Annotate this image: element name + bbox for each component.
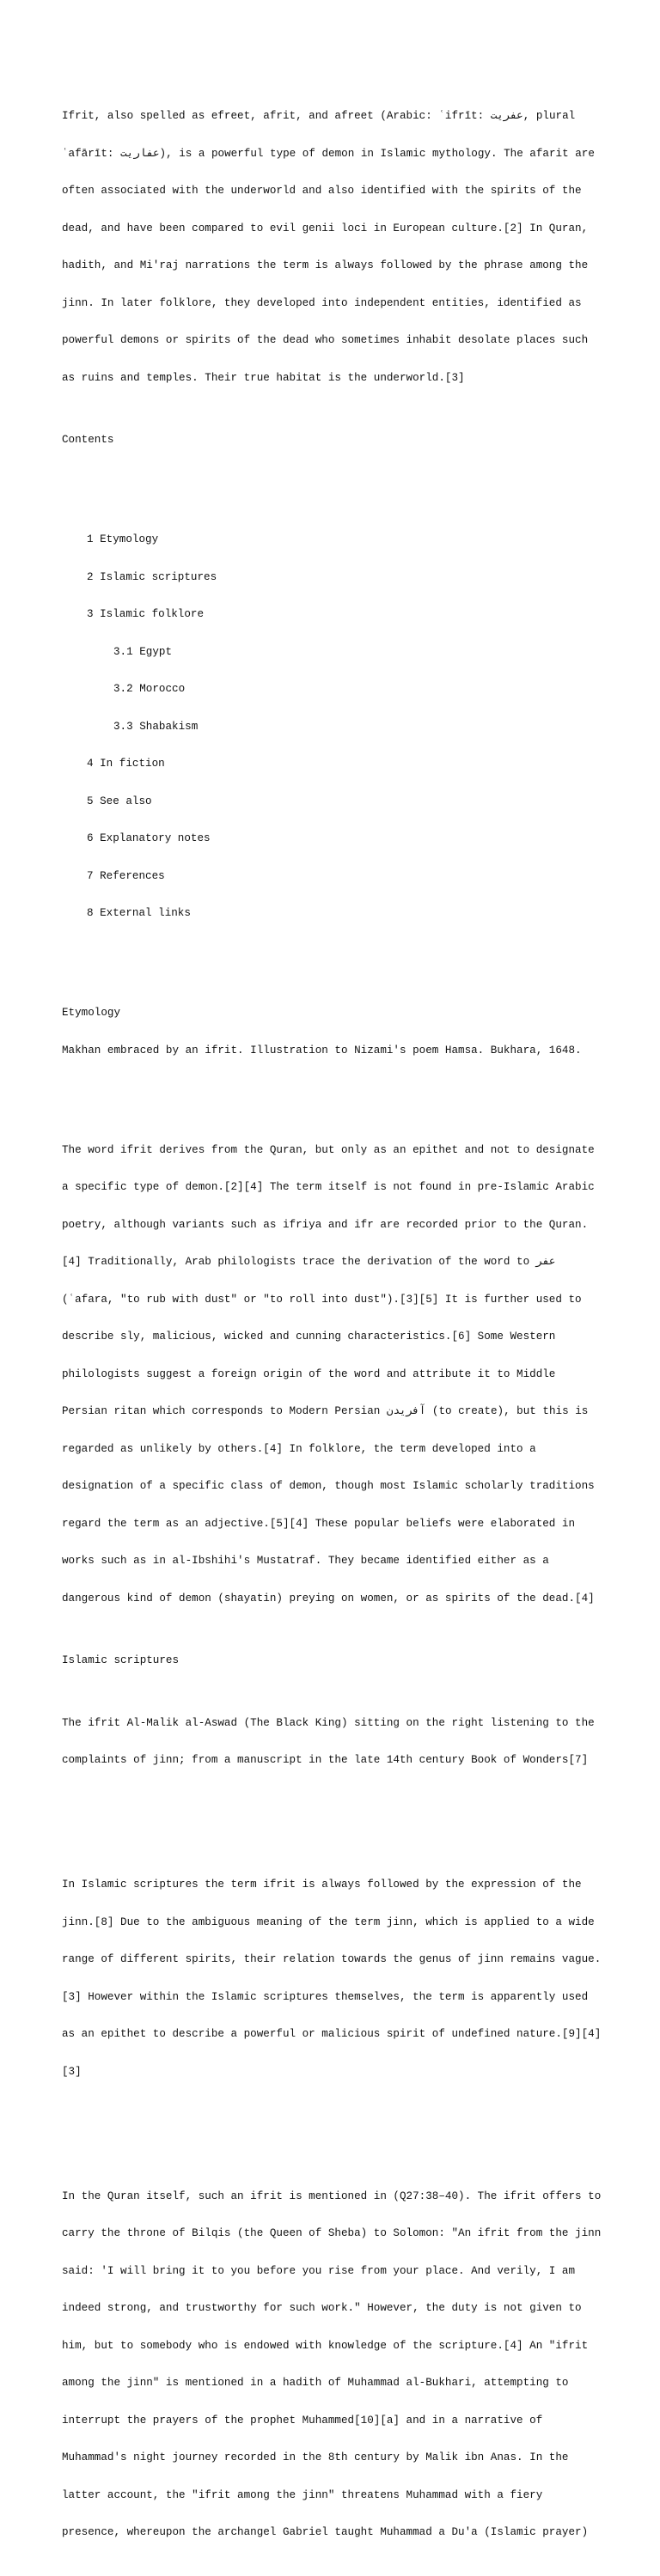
toc-subitem[interactable]: 3.3 Shabakism bbox=[113, 720, 199, 733]
scriptures-paragraph-2 bbox=[62, 2165, 612, 2564]
text-line: complaints of jinn; from a manuscript in the late 14th century Book of Wonders[7] bbox=[62, 1754, 589, 1766]
document-page bbox=[62, 60, 612, 2576]
toc-item[interactable]: 7 References bbox=[87, 869, 165, 882]
text-line: dangerous kind of demon (shayatin) preying on women, or as spirits of the dead.[4] bbox=[62, 1592, 595, 1605]
toc-item[interactable]: 5 See also bbox=[87, 795, 152, 807]
text-line: Persian ritan which corresponds to Modern Persian آفریدن (to create), but this is bbox=[62, 1405, 589, 1417]
text-line: latter account, the "ifrit among the jinn" threatens Muhammad with a fiery bbox=[62, 2488, 543, 2501]
text-line: poetry, although variants such as ifriya and ifr are recorded prior to the Quran. bbox=[62, 1218, 589, 1231]
text-line: a specific type of demon.[2][4] The term itself is not found in pre-Islamic Arabic bbox=[62, 1181, 595, 1193]
text-line: regard the term as an adjective.[5][4] These popular beliefs were elaborated in bbox=[62, 1517, 576, 1530]
scriptures-caption bbox=[62, 1692, 612, 1792]
spacer bbox=[62, 1817, 612, 1830]
etymology-paragraph bbox=[62, 1119, 612, 1630]
text-line: philologists suggest a foreign origin of the word and attribute it to Middle bbox=[62, 1367, 556, 1380]
text-line: jinn. In later folklore, they developed into independent entities, identified as bbox=[62, 296, 582, 309]
text-line: regarded as unlikely by others.[4] In folklore, the term developed into a bbox=[62, 1442, 536, 1455]
toc-item[interactable]: 6 Explanatory notes bbox=[87, 832, 211, 844]
text-line: The word ifrit derives from the Quran, but only as an epithet and not to designate bbox=[62, 1143, 595, 1156]
text-line: [4] Traditionally, Arab philologists trace the derivation of the word to عفر bbox=[62, 1256, 556, 1268]
toc-item[interactable]: 4 In fiction bbox=[87, 758, 165, 770]
text-line: presence, whereupon the archangel Gabriel taught Muhammad a Du'a (Islamic prayer) bbox=[62, 2526, 589, 2538]
text-line: powerful demons or spirits of the dead who sometimes inhabit desolate places such bbox=[62, 334, 589, 346]
toc-item[interactable]: 1 Etymology bbox=[87, 533, 159, 545]
text-line: [3] However within the Islamic scriptures themselves, the term is apparently used bbox=[62, 1990, 589, 2003]
text-line: describe sly, malicious, wicked and cunning characteristics.[6] Some Western bbox=[62, 1331, 556, 1343]
toc-item[interactable]: 2 Islamic scriptures bbox=[87, 570, 217, 583]
text-line: often associated with the underworld and also identified with the spirits of the bbox=[62, 185, 582, 197]
toc-item[interactable]: 3 Islamic folklore bbox=[87, 608, 205, 620]
text-line: designation of a specific class of demon, though most Islamic scholarly traditions bbox=[62, 1480, 595, 1492]
text-line: works such as in al-Ibshihi's Mustatraf. They became identified either as a bbox=[62, 1555, 549, 1567]
text-line: dead, and have been compared to evil genii loci in European culture.[2] In Quran, bbox=[62, 222, 589, 234]
text-line: said: 'I will bring it to you before you rise from your place. And verily, I am bbox=[62, 2264, 576, 2277]
toc-subitem[interactable]: 3.2 Morocco bbox=[113, 683, 186, 695]
text-line: as ruins and temples. Their true habitat is the underworld.[3] bbox=[62, 371, 465, 384]
contents-heading: Contents bbox=[62, 434, 114, 446]
text-line: The ifrit Al-Malik al-Aswad (The Black King) sitting on the right listening to the bbox=[62, 1716, 595, 1729]
text-line: ʿafārīt: عفاريت), is a powerful type of demon in Islamic mythology. The afarit are bbox=[62, 147, 595, 160]
text-line: Ifrit, also spelled as efreet, afrit, and afreet (Arabic: ʿifrīt: عفريت, plural bbox=[62, 110, 576, 122]
text-line: Muhammad's night journey recorded in the 8th century by Malik ibn Anas. In the bbox=[62, 2451, 569, 2463]
spacer bbox=[62, 970, 612, 983]
spacer bbox=[62, 472, 612, 484]
text-line: In Islamic scriptures the term ifrit is always followed by the expression of the bbox=[62, 1879, 582, 1891]
spacer bbox=[62, 1081, 612, 1094]
table-of-contents bbox=[62, 509, 612, 945]
etymology-caption: Makhan embraced by an ifrit. Illustration to Nizami's poem Hamsa. Bukhara, 1648. bbox=[62, 1044, 582, 1057]
scriptures-paragraph-1 bbox=[62, 1854, 612, 2103]
text-line: as an epithet to describe a powerful or malicious spirit of undefined nature.[9][4] bbox=[62, 2028, 602, 2040]
text-line: jinn.[8] Due to the ambiguous meaning of the term jinn, which is applied to a wide bbox=[62, 1915, 595, 1928]
text-line: range of different spirits, their relation towards the genus of jinn remains vague. bbox=[62, 1953, 602, 1965]
text-line: indeed strong, and trustworthy for such work." However, the duty is not given to bbox=[62, 2302, 582, 2314]
text-line: In the Quran itself, such an ifrit is mentioned in (Q27:38–40). The ifrit offers to bbox=[62, 2189, 602, 2202]
text-line: [3] bbox=[62, 2065, 82, 2078]
text-line: among the jinn" is mentioned in a hadith of Muhammad al-Bukhari, attempting to bbox=[62, 2377, 569, 2389]
text-line: interrupt the prayers of the prophet Muhammed[10][a] and in a narrative of bbox=[62, 2414, 543, 2427]
toc-subitem[interactable]: 3.1 Egypt bbox=[113, 645, 173, 658]
text-line: (ʿafara, "to rub with dust" or "to roll into dust").[3][5] It is further used to bbox=[62, 1293, 582, 1306]
toc-item[interactable]: 8 External links bbox=[87, 907, 191, 919]
spacer bbox=[62, 2128, 612, 2141]
intro-paragraph bbox=[62, 85, 612, 409]
etymology-heading: Etymology bbox=[62, 1007, 121, 1019]
text-line: carry the throne of Bilqis (the Queen of Sheba) to Solomon: "An ifrit from the jinn bbox=[62, 2227, 602, 2239]
text-line: hadith, and Mi'raj narrations the term is always followed by the phrase among the bbox=[62, 259, 589, 271]
scriptures-heading: Islamic scriptures bbox=[62, 1654, 180, 1666]
text-line: him, but to somebody who is endowed with knowledge of the scripture.[4] An "ifrit bbox=[62, 2339, 589, 2352]
